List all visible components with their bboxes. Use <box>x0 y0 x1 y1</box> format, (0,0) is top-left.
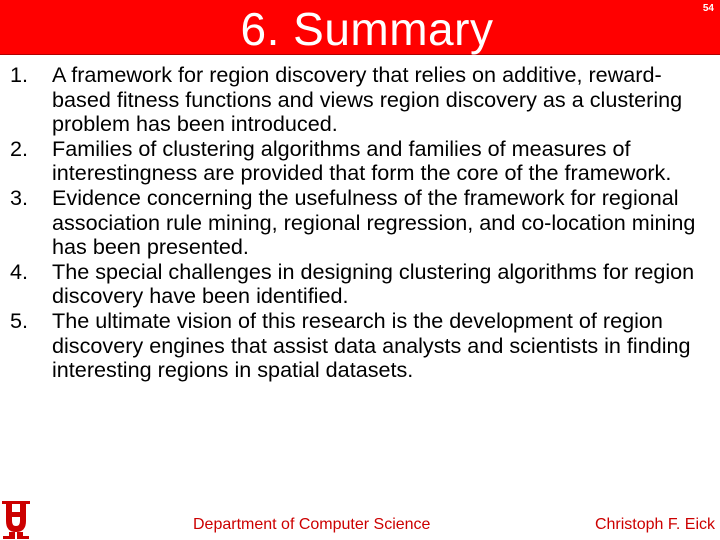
slide-number: 54 <box>702 3 714 14</box>
summary-item <box>10 186 712 260</box>
footer-author: Christoph F. Eick <box>594 516 715 533</box>
summary-item-text: The special challenges in designing clustering algorithms for region discovery have been identified. <box>52 258 695 309</box>
summary-item-number: 5. <box>10 307 29 333</box>
summary-item <box>10 260 712 309</box>
summary-item <box>10 63 712 137</box>
summary-item-number: 1. <box>10 62 29 87</box>
summary-item-text: A framework for region discovery that relies on additive, reward-based fitness functions and views region discovery as a clustering problem has been introduced. <box>52 62 683 137</box>
summary-item-number: 3. <box>10 184 29 210</box>
summary-item <box>10 309 712 383</box>
slide-title: 6. Summary <box>240 3 494 55</box>
footer-department: Department of Computer Science <box>193 516 431 533</box>
summary-item-text: Families of clustering algorithms and families of measures of interestingness are provided that form the core of the framework. <box>52 135 672 186</box>
summary-item-number: 4. <box>10 258 29 284</box>
title-bar <box>0 0 720 55</box>
summary-item-number: 2. <box>10 135 29 161</box>
summary-item <box>10 137 712 186</box>
summary-item-text: Evidence concerning the usefulness of the framework for regional association rule mining, regional regression, and co-location mining has been presented. <box>52 184 696 260</box>
uh-interlocking-logo-icon <box>0 497 32 539</box>
summary-list <box>10 63 712 383</box>
summary-item-text: The ultimate vision of this research is the development of region discovery engines that assist data analysts and scientists in finding interesting regions in spatial datasets. <box>52 307 691 383</box>
